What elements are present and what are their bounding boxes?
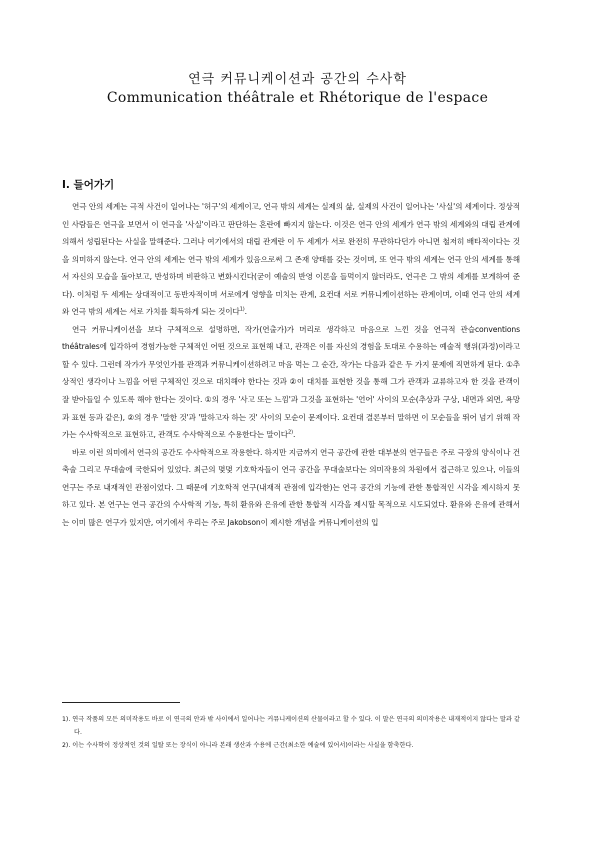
paragraph-2: 연극 커뮤니케이션을 보다 구체적으로 설명하면, 작가(연출가)가 머리로 생각하고 마음으로 느낀 것을 연극적 관습conventions théâtrales에 입각하여 경험가능한 구체적인 어떤 것으로 표현해 내고, 관객은 이를 자신의 경험을 토대로 수용하는 예술적 행위(과정)이라고 할 수 있다. 그런데 작가가 무엇인가를 관객과 커뮤니케이션하려고 마음 먹는 그 순간, 작가는 다음과 같은 두 가지 문제에 직면하게 된다. ①추상적인 생각이나 느낌을 어떤 구체적인 것으로 대치해야 한다는 것과 ②이 대치를 표현한 것을 통해 그가 관객과 교류하고자 한 것을 관객이 잘 받아들일 수 있도록 해야 한다는 것이다. ①의 경우 '사고 또는 느낌'과 그것을 표현하는 '언어' 사이의 모순(추상과 구상, 내면과 외면, 욕망과 표현 등과 같은), ②의 경우 '말한 것'과 '말하고자 하는 것' 사이의 모순이 문제이다. 요컨대 결론부터 말하면 이 모순들을 뛰어 넘기 위해 작가는 수사학적으로 표현하고, 관객도 수사학적으로 수용한다는 말이다$^{2)}$. (62, 324, 520, 440)
footnotes (62, 714, 524, 754)
footnote-divider (62, 702, 180, 703)
section-heading: I. 들어가기 (62, 179, 115, 191)
footnote-1: 1). 연극 작품의 모든 의미작용도 바로 이 연극의 안과 밖 사이에서 일어나는 커뮤니케이션의 산물이라고 할 수 있다. 이 말은 연극의 의미작용은 내재적이지 않다는 말과 같다. (62, 716, 520, 736)
paragraph-2-text: 연극 커뮤니케이션을 보다 구체적으로 설명하면, 작가(연출가)가 머리로 생각하고 마음으로 느낀 것을 연극적 관습conventions théâtrales에 입각하여 경험가능한 구체적인 어떤 것으로 표현해 내고, 관객은 이를 자신의 경험을 토대로 수용하는 예술적 행위(과정)이라고 할 수 있다. 그런데 작가가 무엇인가를 관객과 커뮤니케이션하려고 마음 먹는 그 순간, 작가는 다음과 같은 두 가지 문제에 직면하게 된다. ①추상적인 생각이나 느낌을 어떤 구체적인 것으로 대치해야 한다는 것과 ②이 대치를 표현한 것을 통해 그가 관객과 교류하고자 한 것을 관객이 잘 받아들일 수 있도록 해야 한다는 것이다. ①의 경우 '사고 또는 느낌'과 그것을 표현하는 '언어' 사이의 모순(추상과 구상, 내면과 외면, 욕망과 표현 등과 같은), ②의 경우 '말한 것'과 '말하고자 하는 것' 사이의 모순이 문제이다. 요컨대 결론부터 말하면 이 모순들을 뛰어 넘기 위해 작가는 수사학적으로 표현하고, 관객도 수사학적으로 수용한다는 말이다 (62, 324, 520, 440)
title-french: Communication théâtrale et Rhétorique de l'espace (106, 90, 489, 106)
title-korean: 연극 커뮤니케이션과 공간의 수사학 (188, 72, 407, 87)
paragraph-3 (62, 444, 520, 532)
paragraph-1: 연극 안의 세계는 극적 사건이 일어나는 '허구'의 세계이고, 연극 밖의 세계는 실제의 삶, 실제의 사건이 일어나는 '사실'의 세계이다. 정상적인 사람들은 연극을 보면서 이 연극을 '사실'이라고 판단하는 혼란에 빠지지 않는다. 이것은 연극 안의 세계가 연극 밖의 세계와의 대립 관계에 의해서 성립된다는 사실을 말해준다. 그러나 여기에서의 대립 관계란 이 두 세계가 서로 완전히 무관하다던가 아니면 철저히 배타적이다는 것을 의미하지 않는다. 연극 안의 세계는 연극 밖의 세계가 있음으로써 그 존재 양태를 갖는 것이며, 또 연극 밖의 세계는 연극 안의 세계를 통해서 자신의 모습을 돌아보고, 반성하며 비판하고 변화시킨다(굳이 예술의 반영 이론을 들먹이지 않더라도, 연극은 그 밖의 세계를 보게하여 준다). 이처럼 두 세계는 상대적이고 동반자적이며 서로에게 영향을 미치는 관계, 요컨대 서로 커뮤니케이션하는 관계이며, 이때 연극 안의 세계와 연극 밖의 세계는 서로 가치를 획득하게 되는 것이다$^{1)}$. (62, 202, 520, 317)
footnote-ref-1: 1) (239, 306, 245, 313)
paragraph-1-text: 연극 안의 세계는 극적 사건이 일어나는 '허구'의 세계이고, 연극 밖의 세계는 실제의 삶, 실제의 사건이 일어나는 '사실'의 세계이다. 정상적인 사람들은 연극을 보면서 이 연극을 '사실'이라고 판단하는 혼란에 빠지지 않는다. 이것은 연극 안의 세계가 연극 밖의 세계와의 대립 관계에 의해서 성립된다는 사실을 말해준다. 그러나 여기에서의 대립 관계란 이 두 세계가 서로 완전히 무관하다던가 아니면 철저히 배타적이다는 것을 의미하지 않는다. 연극 안의 세계는 연극 밖의 세계가 있음으로써 그 존재 양태를 갖는 것이며, 또 연극 밖의 세계는 연극 안의 세계를 통해서 자신의 모습을 돌아보고, 반성하며 비판하고 변화시킨다(굳이 예술의 반영 이론을 들먹이지 않더라도, 연극은 그 밖의 세계를 보게하여 준다). 이처럼 두 세계는 상대적이고 동반자적이며 서로에게 영향을 미치는 관계, 요컨대 서로 커뮤니케이션하는 관계이며, 이때 연극 안의 세계와 연극 밖의 세계는 서로 가치를 획득하게 되는 것이다 (62, 202, 520, 317)
footnote-2: 2). 이는 수사학이 정상적인 것의 일탈 또는 장식이 아니라 본래 생산과 수용에 근간(최소한 예술에 있어서)이라는 사실을 함축한다. (62, 742, 414, 749)
footnote-ref-2: 2) (288, 429, 293, 436)
body-text (62, 198, 520, 531)
paragraph-3-text: 바로 이런 의미에서 연극의 공간도 수사학적으로 작용한다. 하지만 지금까지 연극 공간에 관한 대부분의 연구들은 주로 극장의 양식이나 건축술 그리고 무대술에 국한되어 있었다. 최근의 몇몇 기호학자들이 연극 공간을 무대술보다는 의미작용의 차원에서 접근하고 있으나, 이들의 연구는 주로 내재적인 관점이었다. 그 때문에 기호학적 연구(내재적 관점에 입각한)는 연극 공간의 기능에 관한 통합적인 시각을 제시하지 못하고 있다. 본 연구는 연극 공간의 수사학적 기능, 특히 환유와 은유에 관한 통합적 시각을 제시할 목적으로 시도되었다. 환유와 은유에 관해서는 이미 많은 연구가 있지만, 여기에서 우리는 주로 Jakobson이 제시한 개념을 커뮤니케이션의 입 (62, 447, 520, 527)
